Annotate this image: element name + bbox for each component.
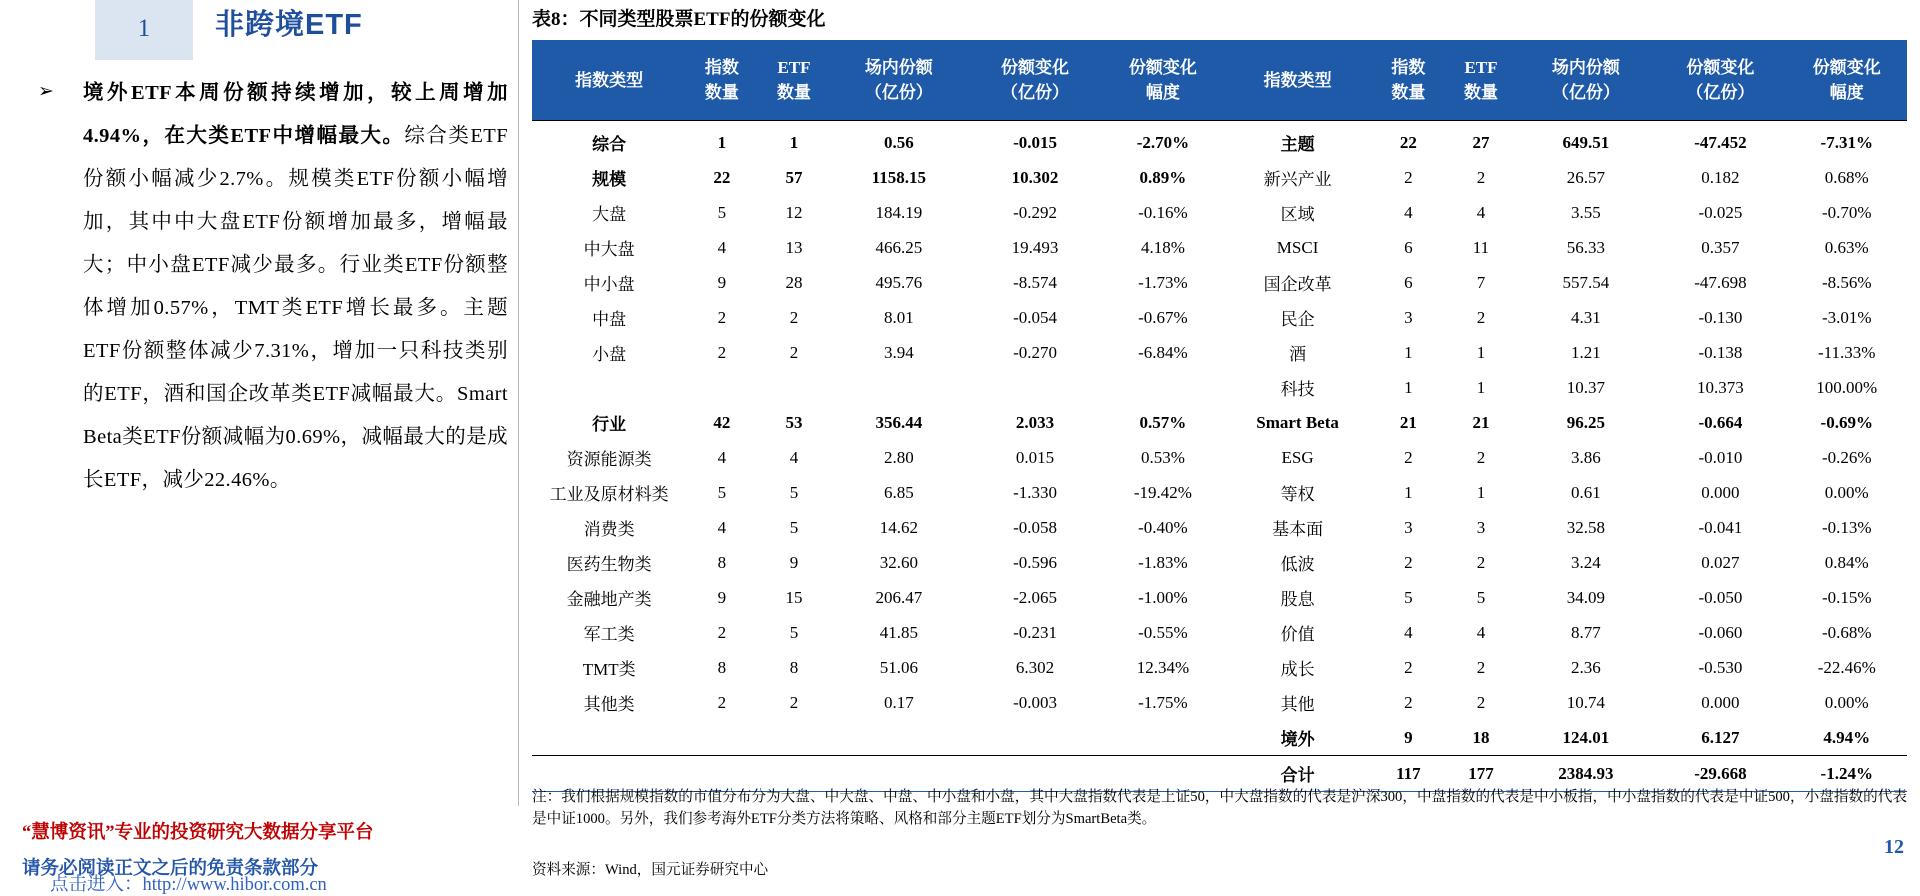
cell-right-etf: 2 — [1476, 552, 1486, 572]
cell-left-name: 医药生物类 — [566, 555, 652, 574]
cell-right-share: 4.31 — [1570, 307, 1601, 327]
cell-left-idx: 9 — [717, 587, 727, 607]
cell-left-pct — [1103, 370, 1223, 405]
cell-right-share: 96.25 — [1566, 412, 1605, 432]
cell-left-idx: 8 — [717, 657, 727, 677]
cell-left-chg: -2.065 — [1013, 587, 1057, 607]
table-row — [532, 650, 1907, 685]
cell-left-pct: -1.73% — [1138, 272, 1188, 292]
cell-right-chg: -0.060 — [1698, 622, 1743, 642]
cell-right-idx: 3 — [1404, 307, 1413, 327]
cell-right-chg: -0.050 — [1698, 587, 1743, 607]
cell-left-idx: 4 — [717, 517, 727, 537]
cell-left-idx: 5 — [717, 202, 727, 222]
cell-left-pct: 12.34% — [1136, 657, 1190, 677]
cell-left-etf: 5 — [789, 622, 799, 642]
section-number-text: 1 — [137, 15, 151, 42]
cell-left-pct: -2.70% — [1103, 121, 1223, 161]
table-row — [532, 121, 1907, 161]
cell-right-chg: 0.000 — [1701, 482, 1740, 502]
cell-right-etf: 7 — [1476, 272, 1486, 292]
cell-left-chg: -0.054 — [1013, 307, 1057, 327]
cell-left-chg: -0.015 — [967, 121, 1103, 161]
cell-left-idx: 9 — [717, 272, 727, 292]
th-right-index-type: 指数类型 — [1223, 40, 1372, 121]
cell-left-pct: -1.83% — [1138, 552, 1188, 572]
section-title: 非跨境ETF — [215, 9, 363, 41]
cell-left-share: 206.47 — [875, 587, 923, 607]
cell-right-idx: 2 — [1404, 447, 1413, 467]
cell-right-chg: 0.357 — [1701, 237, 1740, 257]
table-head — [532, 40, 1907, 121]
cell-right-pct: -0.70% — [1821, 202, 1872, 222]
cell-left-name: 工业及原材料类 — [549, 485, 669, 504]
cell-right-chg: -47.452 — [1654, 121, 1786, 161]
cell-right-idx: 2 — [1404, 692, 1413, 712]
page-number: 12 — [1884, 836, 1904, 858]
section-number-badge — [95, 0, 193, 60]
cell-right-share: 649.51 — [1517, 121, 1654, 161]
cell-left-name: 其他类 — [583, 695, 635, 714]
table-header-row — [532, 40, 1907, 121]
cell-right-name: ESG — [1281, 447, 1314, 467]
cell-right-pct: -11.33% — [1818, 342, 1876, 362]
cell-right-share: 3.86 — [1570, 447, 1601, 467]
cell-left-idx: 2 — [717, 622, 727, 642]
th-right-etf-count: ETF 数量 — [1445, 40, 1518, 121]
cell-left-name: 综合 — [532, 121, 686, 161]
cell-left-share: 6.85 — [883, 482, 914, 502]
cell-right-idx: 5 — [1404, 587, 1413, 607]
table-row — [532, 265, 1907, 300]
cell-left-chg: -0.058 — [1013, 517, 1057, 537]
cell-left-idx: 2 — [717, 342, 727, 362]
cell-right-name: 境外 — [1280, 730, 1315, 749]
cell-left-name: 小盘 — [592, 345, 627, 364]
table-row — [532, 160, 1907, 195]
table-row — [532, 475, 1907, 510]
total-chg: -29.668 — [1654, 756, 1786, 792]
cell-left-pct: -6.84% — [1138, 342, 1188, 362]
cell-right-pct: -0.69% — [1820, 412, 1873, 432]
cell-left-name: 大盘 — [592, 205, 627, 224]
cell-left-chg: 0.015 — [1015, 447, 1055, 467]
cell-left-etf: 2 — [789, 342, 799, 362]
cell-right-name: 基本面 — [1272, 520, 1324, 539]
th-right-change-pct: 份额变化 幅度 — [1787, 40, 1908, 121]
cell-left-share: 356.44 — [875, 412, 923, 432]
cell-left-etf: 5 — [789, 482, 799, 502]
table-row — [532, 300, 1907, 335]
cell-left-idx — [686, 370, 757, 405]
cell-left-name — [532, 720, 686, 756]
cell-left-share: 1158.15 — [871, 167, 926, 187]
cell-right-idx: 6 — [1404, 272, 1413, 292]
cell-left-etf: 15 — [785, 587, 803, 607]
cell-right-etf: 1 — [1476, 342, 1486, 362]
bullet-marker-icon: ➢ — [38, 81, 54, 102]
cell-left-etf: 13 — [785, 237, 803, 257]
table-row — [532, 510, 1907, 545]
cell-right-name: Smart Beta — [1256, 412, 1339, 432]
th-left-etf-count: ETF 数量 — [758, 40, 831, 121]
cell-right-pct: 4.94% — [1823, 727, 1871, 747]
cell-left-name: 中小盘 — [583, 275, 635, 294]
cell-right-share: 3.24 — [1570, 552, 1601, 572]
column-divider — [518, 0, 519, 806]
cell-left-chg: -1.330 — [1013, 482, 1057, 502]
cell-right-chg: 10.373 — [1697, 377, 1744, 397]
cell-right-share: 124.01 — [1562, 727, 1610, 747]
cell-right-chg: -0.138 — [1698, 342, 1743, 362]
cell-left-etf — [758, 370, 831, 405]
th-left-index-count: 指数 数量 — [686, 40, 757, 121]
cell-right-share: 8.77 — [1570, 622, 1601, 642]
cell-right-idx: 1 — [1404, 482, 1413, 502]
cell-left-chg: -0.292 — [1013, 202, 1057, 222]
cell-right-share: 26.57 — [1566, 167, 1605, 187]
cell-right-share: 557.54 — [1562, 272, 1610, 292]
bullet-paragraph-rest: 综合类ETF份额小幅减少2.7%。规模类ETF份额小幅增加，其中中大盘ETF份额增加最多，增幅最大；中小盘ETF减少最多。行业类ETF份额整体增加0.57%，TMT类ETF增长最多。主题ETF份额整体减少7.31%，增加一只科技类别的ETF，酒和国企改革类ETF减幅最大。Smart Beta类ETF份额减幅为0.69%，减幅最大的是成长ETF，减少22.46%。 — [83, 125, 508, 491]
table-row — [532, 685, 1907, 720]
cell-right-pct: -0.15% — [1821, 587, 1872, 607]
cell-right-pct: -0.68% — [1821, 622, 1872, 642]
cell-left-pct: -0.40% — [1138, 517, 1188, 537]
cell-left-chg: -0.003 — [1013, 692, 1057, 712]
cell-right-name: 低波 — [1280, 555, 1315, 574]
table-panel — [528, 0, 1920, 894]
cell-right-pct: 100.00% — [1816, 377, 1878, 397]
total-share: 2384.93 — [1517, 756, 1654, 792]
cell-right-share: 2.36 — [1570, 657, 1601, 677]
cell-left-chg — [967, 720, 1103, 756]
cell-left-share: 0.56 — [830, 121, 967, 161]
promo-line-1: “慧博资讯”专业的投资研究大数据分享平台 — [22, 823, 374, 843]
cell-right-idx: 2 — [1404, 552, 1413, 572]
cell-right-name: MSCI — [1276, 237, 1319, 257]
cell-left-etf — [758, 720, 831, 756]
cell-right-pct: -8.56% — [1821, 272, 1872, 292]
cell-right-name: 价值 — [1280, 625, 1315, 644]
bullet-block — [38, 72, 508, 502]
th-right-change: 份额变化 （亿份） — [1654, 40, 1786, 121]
cell-right-idx: 6 — [1404, 237, 1413, 257]
cell-left-idx: 42 — [713, 412, 731, 432]
cell-left-chg: 2.033 — [1015, 412, 1055, 432]
cell-right-pct: -0.26% — [1821, 447, 1872, 467]
cell-right-pct: 0.00% — [1824, 692, 1869, 712]
total-idx: 117 — [1372, 756, 1444, 792]
cell-left-pct: 0.89% — [1139, 167, 1187, 187]
cell-right-idx: 9 — [1404, 727, 1413, 747]
th-right-index-count: 指数 数量 — [1372, 40, 1444, 121]
cell-left-share: 3.94 — [883, 342, 914, 362]
cell-right-chg: -0.010 — [1698, 447, 1743, 467]
total-etf: 177 — [1445, 756, 1518, 792]
cell-left-name: 军工类 — [583, 625, 635, 644]
cell-left-etf: 4 — [789, 447, 799, 467]
cell-right-name: 其他 — [1280, 695, 1315, 714]
cell-left-chg: -8.574 — [1013, 272, 1057, 292]
cell-left-share: 184.19 — [875, 202, 923, 222]
cell-left-etf: 28 — [785, 272, 803, 292]
cell-right-name: 国企改革 — [1263, 275, 1332, 294]
cell-left-etf: 9 — [789, 552, 799, 572]
cell-left-idx: 4 — [717, 447, 727, 467]
etf-share-table — [532, 40, 1907, 792]
total-name: 合计 — [1223, 756, 1372, 792]
cell-left-name: 金融地产类 — [566, 590, 652, 609]
cell-left-pct: -0.16% — [1138, 202, 1188, 222]
cell-right-name: 酒 — [1289, 345, 1307, 364]
cell-right-pct: -3.01% — [1821, 307, 1872, 327]
cell-right-name: 股息 — [1280, 590, 1315, 609]
cell-left-etf: 57 — [785, 167, 803, 187]
cell-left-pct: -19.42% — [1133, 482, 1192, 502]
table-row — [532, 335, 1907, 370]
cell-right-etf: 4 — [1476, 202, 1486, 222]
cell-left-share: 14.62 — [879, 517, 918, 537]
cell-left-name: 中盘 — [592, 310, 627, 329]
cell-right-idx: 21 — [1399, 412, 1417, 432]
cell-right-chg: 0.182 — [1701, 167, 1740, 187]
cell-right-etf: 18 — [1472, 727, 1490, 747]
table-row — [532, 230, 1907, 265]
cell-right-idx: 1 — [1404, 377, 1413, 397]
cell-right-chg: 6.127 — [1701, 727, 1740, 747]
cell-left-pct: -0.55% — [1138, 622, 1188, 642]
table-source: 资料来源：Wind，国元证券研究中心 — [532, 862, 769, 878]
cell-right-idx: 4 — [1404, 202, 1413, 222]
cell-left-share: 0.17 — [883, 692, 914, 712]
cell-right-etf: 2 — [1476, 167, 1486, 187]
cell-right-share: 1.21 — [1570, 342, 1601, 362]
table-row — [532, 545, 1907, 580]
cell-left-share: 466.25 — [875, 237, 923, 257]
th-left-index-type: 指数类型 — [532, 40, 686, 121]
cell-right-chg: 0.027 — [1701, 552, 1740, 572]
cell-left-etf: 12 — [785, 202, 803, 222]
cell-left-chg: 19.493 — [1011, 237, 1059, 257]
cell-left-idx: 22 — [713, 167, 731, 187]
cell-left-pct: -1.00% — [1138, 587, 1188, 607]
cell-left-pct: -0.67% — [1138, 307, 1188, 327]
cell-right-name: 主题 — [1223, 121, 1372, 161]
th-left-change: 份额变化 （亿份） — [967, 40, 1103, 121]
cell-left-idx — [686, 720, 757, 756]
promo-link[interactable]: 点击进入：http://www.hibor.com.cn — [50, 875, 327, 895]
table-body — [532, 121, 1907, 792]
cell-left-share: 32.60 — [879, 552, 918, 572]
cell-right-etf: 1 — [1476, 482, 1486, 502]
total-pct: -1.24% — [1787, 756, 1908, 792]
cell-right-chg: -0.025 — [1698, 202, 1743, 222]
cell-left-etf: 2 — [789, 692, 799, 712]
promo-line-2: 请务必阅读正文之后的免责条款部分 — [22, 859, 319, 879]
cell-left-share: 8.01 — [883, 307, 914, 327]
cell-right-idx: 2 — [1404, 657, 1413, 677]
cell-left-idx: 1 — [686, 121, 757, 161]
cell-right-name: 民企 — [1280, 310, 1315, 329]
cell-left-pct: 4.18% — [1140, 237, 1185, 257]
cell-left-etf: 2 — [789, 307, 799, 327]
cell-left-idx: 4 — [717, 237, 727, 257]
cell-right-etf: 2 — [1476, 692, 1486, 712]
cell-right-etf: 3 — [1476, 517, 1486, 537]
cell-left-chg: -0.231 — [1013, 622, 1057, 642]
left-text-panel — [0, 0, 520, 894]
table-row — [532, 440, 1907, 475]
cell-right-etf: 21 — [1472, 412, 1490, 432]
table-row — [532, 405, 1907, 440]
cell-left-idx: 2 — [717, 307, 727, 327]
cell-right-chg: -0.664 — [1698, 412, 1743, 432]
cell-right-chg: 0.000 — [1701, 692, 1740, 712]
table-row — [532, 580, 1907, 615]
cell-right-pct: 0.63% — [1824, 237, 1869, 257]
cell-left-pct: 0.57% — [1139, 412, 1187, 432]
cell-right-name: 区域 — [1280, 205, 1315, 224]
cell-left-name: 消费类 — [583, 520, 635, 539]
cell-left-pct — [1103, 720, 1223, 756]
cell-left-etf: 1 — [758, 121, 831, 161]
table-row — [532, 370, 1907, 405]
cell-right-name: 成长 — [1280, 660, 1315, 679]
cell-left-etf: 53 — [785, 412, 803, 432]
cell-right-idx: 3 — [1404, 517, 1413, 537]
table-row — [532, 195, 1907, 230]
cell-right-share: 10.74 — [1566, 692, 1605, 712]
cell-right-etf: 5 — [1476, 587, 1486, 607]
cell-left-idx: 2 — [717, 692, 727, 712]
cell-right-name: 等权 — [1280, 485, 1315, 504]
cell-right-idx: 22 — [1372, 121, 1444, 161]
cell-left-chg: 6.302 — [1015, 657, 1055, 677]
cell-right-etf: 2 — [1476, 657, 1486, 677]
cell-right-chg: -0.530 — [1698, 657, 1743, 677]
cell-right-chg: -47.698 — [1694, 272, 1747, 292]
cell-right-etf: 2 — [1476, 307, 1486, 327]
table-caption: 表8：不同类型股票ETF的份额变化 — [532, 9, 826, 30]
cell-left-idx: 8 — [717, 552, 727, 572]
cell-left-chg — [967, 370, 1103, 405]
cell-right-etf: 1 — [1476, 377, 1486, 397]
cell-left-name: 规模 — [592, 170, 627, 189]
cell-left-share: 2.80 — [883, 447, 914, 467]
cell-right-idx: 1 — [1404, 342, 1413, 362]
cell-right-share: 0.61 — [1570, 482, 1601, 502]
bullet-paragraph-bold: 境外ETF本周份额持续增加，较上周增加4.94%，在大类ETF中增幅最大。 — [83, 82, 508, 147]
cell-left-name: 行业 — [592, 415, 627, 434]
cell-left-idx: 5 — [717, 482, 727, 502]
th-right-share: 场内份额 （亿份） — [1517, 40, 1654, 121]
cell-left-pct: 0.53% — [1140, 447, 1185, 467]
table-row — [532, 615, 1907, 650]
cell-right-etf: 11 — [1472, 237, 1490, 257]
th-left-share: 场内份额 （亿份） — [830, 40, 967, 121]
cell-right-pct: 0.84% — [1824, 552, 1869, 572]
cell-left-name: TMT类 — [582, 660, 636, 679]
cell-left-share — [830, 370, 967, 405]
cell-right-share: 56.33 — [1566, 237, 1605, 257]
cell-left-name — [532, 370, 686, 405]
cell-right-idx: 4 — [1404, 622, 1413, 642]
cell-right-idx: 2 — [1404, 167, 1413, 187]
cell-right-chg: -0.130 — [1698, 307, 1743, 327]
cell-right-share: 32.58 — [1566, 517, 1605, 537]
cell-left-share: 495.76 — [875, 272, 923, 292]
cell-left-name: 中大盘 — [583, 240, 635, 259]
cell-right-pct: -22.46% — [1817, 657, 1876, 677]
bullet-paragraph — [83, 72, 508, 502]
cell-left-pct: -1.75% — [1138, 692, 1188, 712]
cell-left-etf: 5 — [789, 517, 799, 537]
cell-left-share: 41.85 — [879, 622, 918, 642]
cell-right-name: 新兴产业 — [1263, 170, 1332, 189]
cell-right-pct: -0.13% — [1821, 517, 1872, 537]
cell-right-etf: 2 — [1476, 447, 1486, 467]
cell-right-share: 3.55 — [1570, 202, 1601, 222]
footer-promo — [22, 818, 522, 895]
cell-left-chg: -0.270 — [1013, 342, 1057, 362]
cell-right-share: 10.37 — [1566, 377, 1605, 397]
cell-right-chg: -0.041 — [1698, 517, 1743, 537]
cell-left-share: 51.06 — [879, 657, 918, 677]
cell-right-pct: 0.68% — [1824, 167, 1869, 187]
table-note: 注：我们根据规模指数的市值分布分为大盘、中大盘、中盘、中小盘和小盘，其中大盘指数代表是上证50，中大盘指数的代表是沪深300，中盘指数的代表是中小板指，中小盘指数的代表是中证500，小盘指数的代表是中证1000。另外，我们参考海外ETF分类方法将策略、风格和部分主题ETF划分为SmartBeta类。 — [532, 789, 1907, 827]
cell-left-chg: -0.596 — [1013, 552, 1057, 572]
table-row — [532, 720, 1907, 756]
cell-right-etf: 27 — [1445, 121, 1518, 161]
th-left-change-pct: 份额变化 幅度 — [1103, 40, 1223, 121]
cell-right-name: 科技 — [1280, 380, 1315, 399]
cell-left-share — [830, 720, 967, 756]
cell-right-etf: 4 — [1476, 622, 1486, 642]
cell-left-chg: 10.302 — [1011, 167, 1059, 187]
cell-left-name: 资源能源类 — [566, 450, 652, 469]
cell-right-pct: 0.00% — [1824, 482, 1869, 502]
cell-right-pct: -7.31% — [1787, 121, 1908, 161]
cell-left-etf: 8 — [789, 657, 799, 677]
cell-right-share: 34.09 — [1566, 587, 1605, 607]
